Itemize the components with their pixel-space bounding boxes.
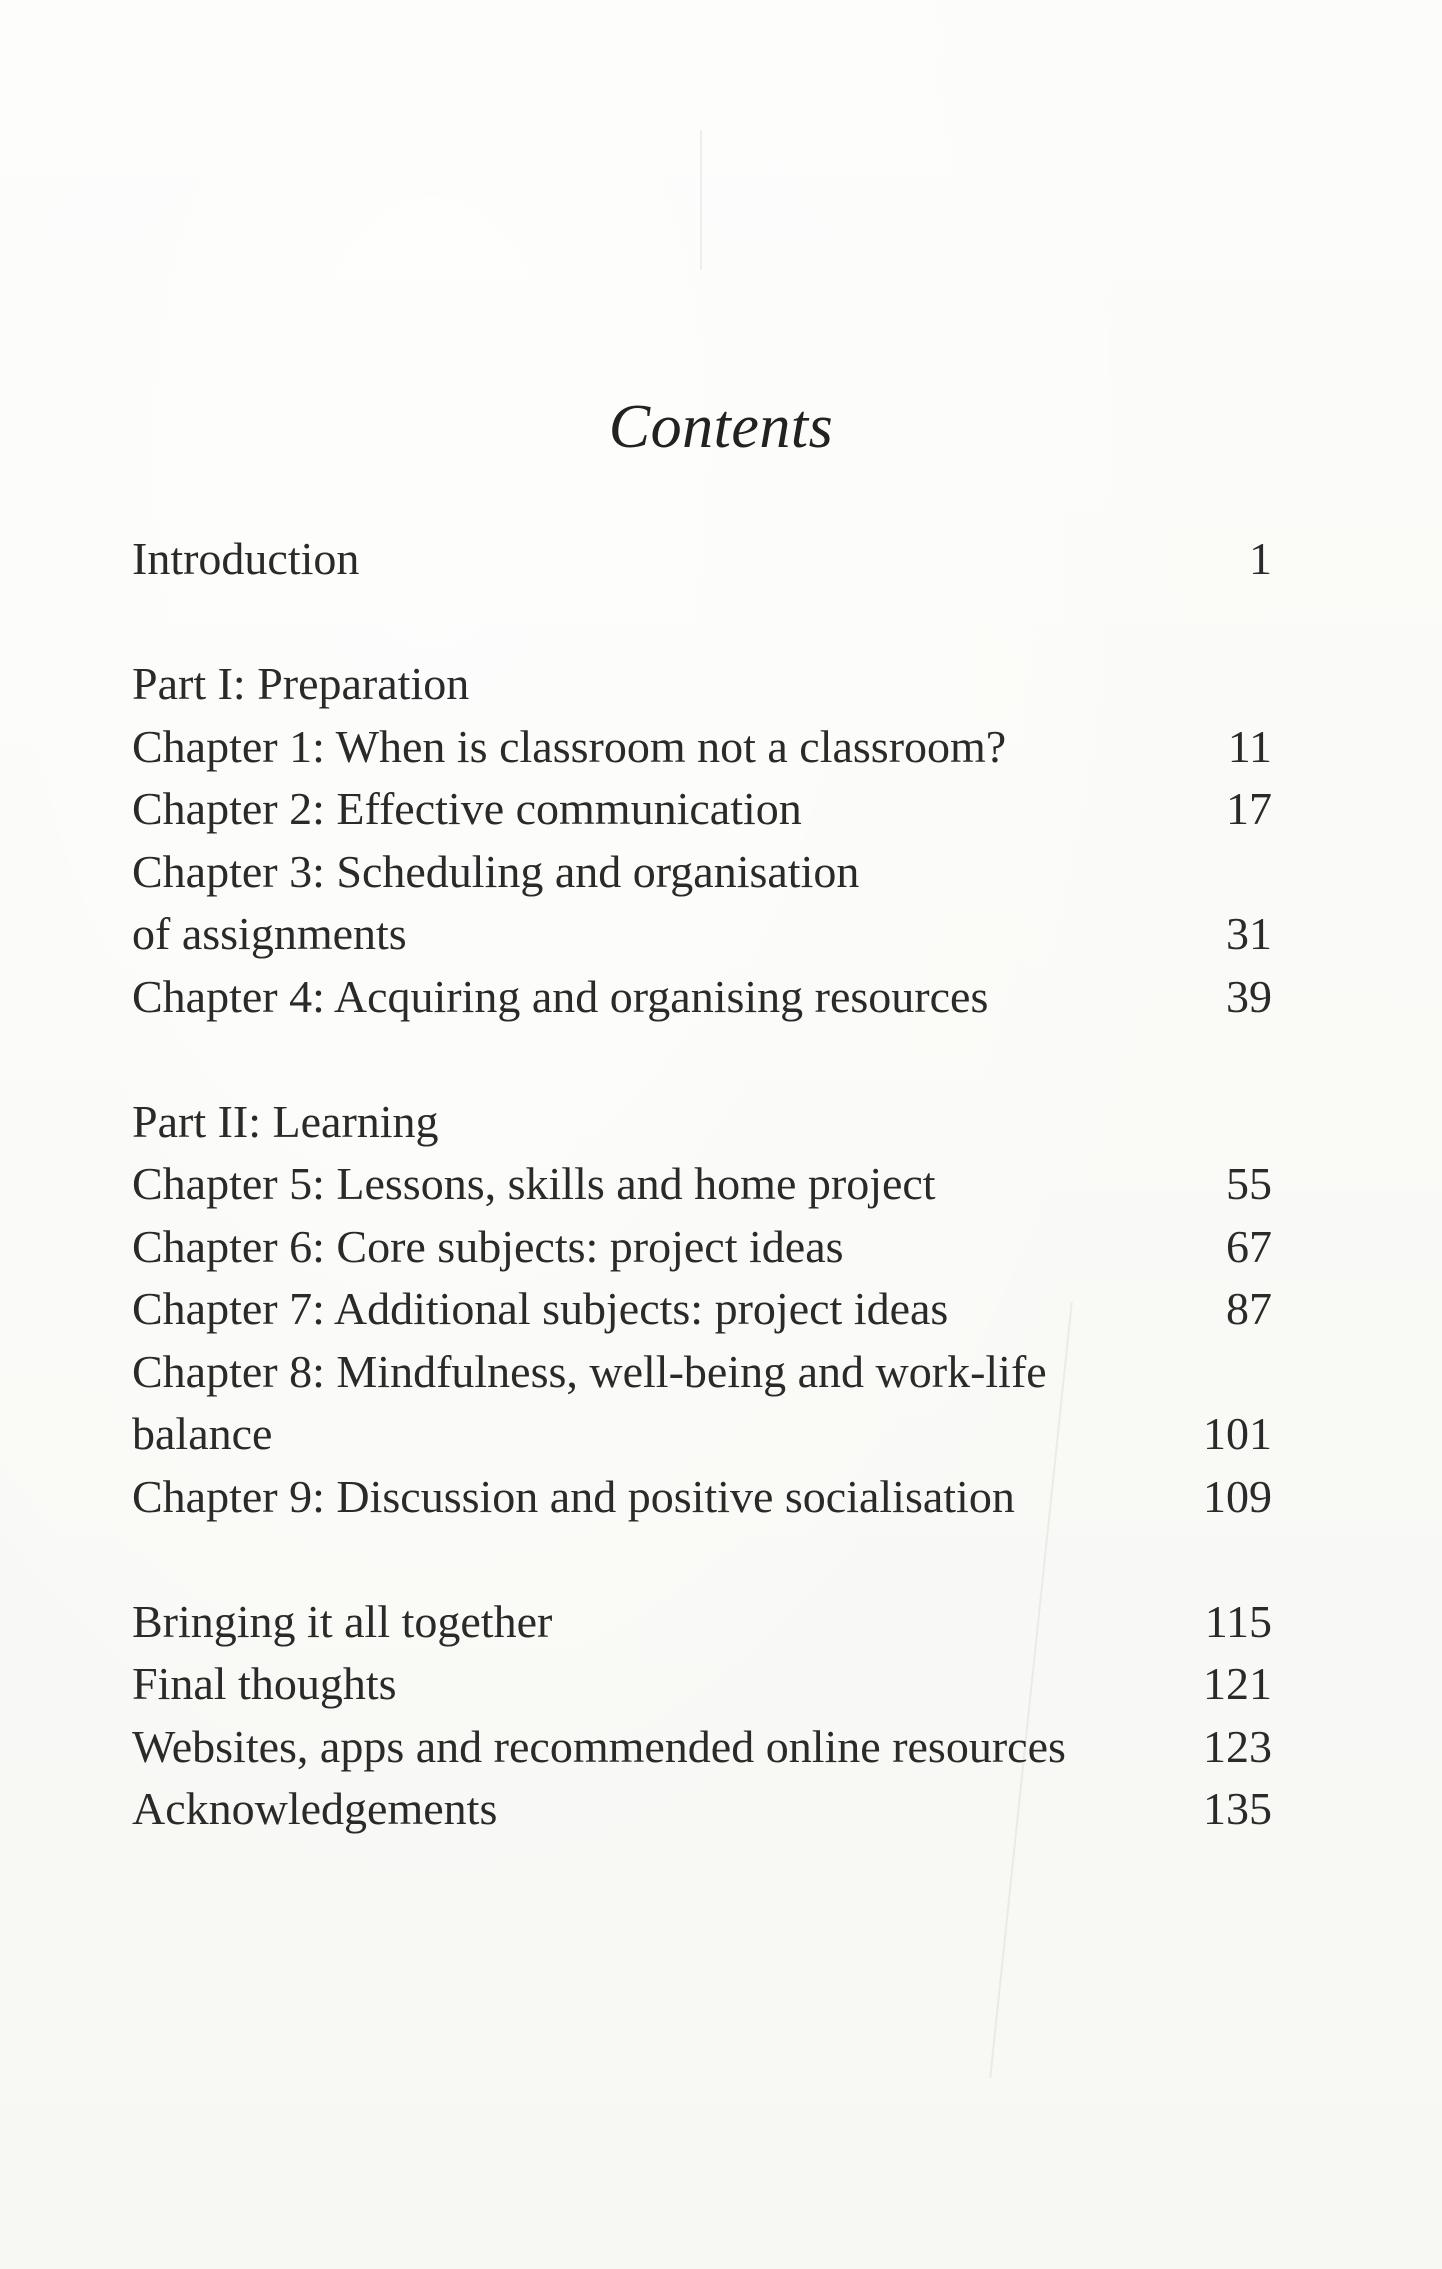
toc-entry (132, 716, 1272, 779)
toc-entry (132, 841, 1272, 904)
toc-entry-page: 39 (1226, 970, 1272, 1022)
toc-entry-title: Introduction (132, 533, 360, 584)
toc-entry (132, 1403, 1272, 1466)
toc-entry-page: 17 (1226, 783, 1272, 834)
page-title: Contents (608, 393, 834, 461)
toc-entry-title: Chapter 3: Scheduling and organisation (132, 845, 860, 897)
toc-entry-title: Chapter 4: Acquiring and organising resources (132, 970, 989, 1022)
toc-group-part-1 (132, 653, 1272, 1028)
toc-entry (132, 1653, 1272, 1716)
toc-entry-title: of assignments (132, 908, 407, 959)
toc-entry-title: Bringing it all together (132, 1595, 553, 1647)
toc-entry (132, 528, 1272, 591)
toc-entry-title: Websites, apps and recommended online resources (132, 1720, 1066, 1772)
toc-entry (132, 1591, 1272, 1654)
toc-part-heading (132, 1091, 1272, 1154)
toc-entry-page: 109 (1203, 1470, 1272, 1522)
toc-entry-title: Chapter 1: When is classroom not a classroom? (132, 720, 1007, 772)
table-of-contents (132, 528, 1272, 1903)
toc-entry-page: 11 (1227, 720, 1272, 772)
toc-entry-title: Part II: Learning (132, 1095, 439, 1147)
toc-entry-page: 55 (1226, 1158, 1272, 1209)
toc-entry-page: 123 (1203, 1720, 1272, 1772)
toc-entry (132, 1341, 1272, 1404)
toc-entry-page: 135 (1203, 1783, 1272, 1834)
toc-entry (132, 966, 1272, 1029)
toc-entry-title: Chapter 9: Discussion and positive socialisation (132, 1470, 1015, 1522)
toc-entry (132, 778, 1272, 841)
toc-entry (132, 1153, 1272, 1216)
paper-crease (700, 130, 702, 270)
toc-entry-page: 115 (1204, 1595, 1272, 1647)
toc-entry-page: 67 (1226, 1220, 1272, 1272)
toc-entry-title: Chapter 5: Lessons, skills and home project (132, 1158, 936, 1209)
toc-entry-page: 121 (1203, 1658, 1272, 1709)
toc-entry-title: Final thoughts (132, 1658, 397, 1709)
toc-entry-title: Chapter 7: Additional subjects: project ideas (132, 1283, 949, 1334)
toc-entry-title: Acknowledgements (132, 1783, 498, 1834)
toc-entry (132, 1716, 1272, 1779)
toc-group-front (132, 528, 1272, 591)
toc-entry-title: Part I: Preparation (132, 658, 470, 709)
toc-group-back (132, 1591, 1272, 1841)
toc-group-part-2 (132, 1091, 1272, 1529)
toc-entry-title: Chapter 6: Core subjects: project ideas (132, 1220, 844, 1272)
toc-entry-page: 1 (1249, 533, 1272, 584)
toc-entry-title: balance (132, 1408, 273, 1459)
toc-entry (132, 1278, 1272, 1341)
toc-entry-page: 101 (1203, 1408, 1272, 1459)
toc-entry-page: 31 (1226, 908, 1272, 959)
toc-entry (132, 1778, 1272, 1841)
toc-entry-page: 87 (1226, 1283, 1272, 1334)
toc-entry (132, 903, 1272, 966)
toc-entry-title: Chapter 8: Mindfulness, well-being and work-life (132, 1345, 1047, 1397)
toc-entry (132, 1466, 1272, 1529)
toc-entry (132, 1216, 1272, 1279)
toc-part-heading (132, 653, 1272, 716)
toc-entry-title: Chapter 2: Effective communication (132, 783, 802, 834)
